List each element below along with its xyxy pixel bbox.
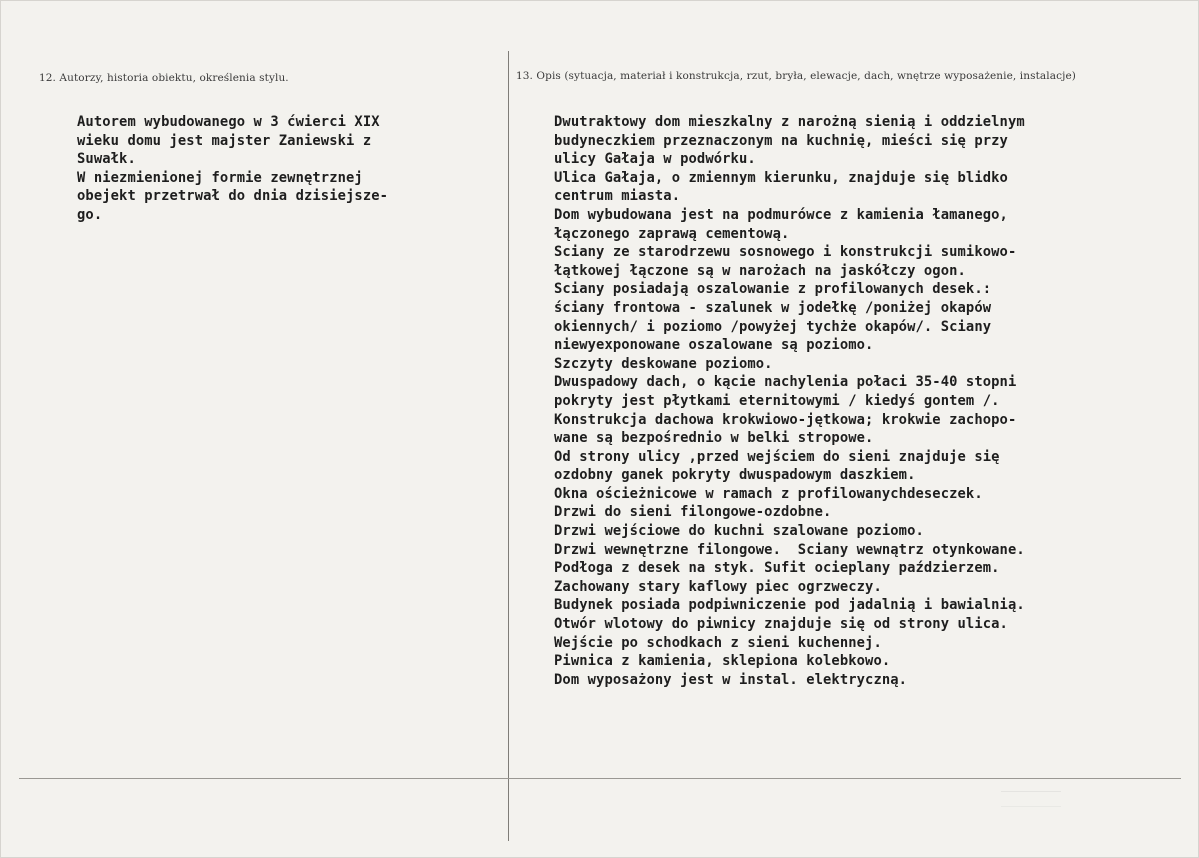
section-13-line: wane są bezpośrednio w belki stropowe. <box>554 430 874 447</box>
faint-scan-mark <box>1001 791 1061 807</box>
section-13-line: Okna ościeżnicowe w ramach z profilowanychdeseczek. <box>554 485 983 502</box>
section-13-line: centrum miasta. <box>554 188 681 205</box>
section-13-line: ulicy Gałaja w podwórku. <box>554 151 756 168</box>
section-13-line: łączonego zaprawą cementową. <box>554 225 790 242</box>
section-13-line: Piwnica z kamienia, sklepiona kolebkowo. <box>554 653 891 670</box>
section-13-line: Szczyty deskowane poziomo. <box>554 355 773 372</box>
section-13-line: Podłoga z desek na styk. Sufit ocieplany paździerzem. <box>554 560 1000 577</box>
section-13-line: ozdobny ganek pokryty dwuspadowym daszkiem. <box>554 467 916 484</box>
section-13-line: budyneczkiem przeznaczonym na kuchnię, mieści się przy <box>554 132 1008 149</box>
section-13-typed-text <box>554 113 1025 689</box>
section-13-line: Budynek posiada podpiwniczenie pod jadalnią i bawialnią. <box>554 597 1025 614</box>
section-13-line: Otwór wlotowy do piwnicy znajduje się od strony ulica. <box>554 616 1008 633</box>
section-13-line: Wejście po schodkach z sieni kuchennej. <box>554 634 882 651</box>
section-13-line: Dom wyposażony jest w instal. elektryczną. <box>554 671 908 688</box>
section-13-line: Sciany ze starodrzewu sosnowego i konstrukcji sumikowo- <box>554 244 1017 261</box>
section-13-line: Drzwi wewnętrzne filongowe. Sciany wewnątrz otynkowane. <box>554 541 1025 558</box>
section-13-line: Konstrukcja dachowa krokwiowo-jętkowa; krokwie zachopo- <box>554 411 1017 428</box>
section-12-line: wieku domu jest majster Zaniewski z <box>77 132 372 149</box>
section-13-line: Zachowany stary kaflowy piec ogrzweczy. <box>554 578 882 595</box>
section-13-line: niewyexponowane oszalowane są poziomo. <box>554 337 874 354</box>
section-13-line: Ulica Gałaja, o zmiennym kierunku, znajduje się blidko <box>554 169 1008 186</box>
section-13-line: łątkowej łączone są w narożach na jaskółczy ogon. <box>554 262 966 279</box>
section-12-line: go. <box>77 206 103 223</box>
section-12-line: Autorem wybudowanego w 3 ćwierci XIX <box>77 114 380 130</box>
section-13-line: ściany frontowa - szalunek w jodełkę /poniżej okapów <box>554 299 992 316</box>
section-13-line: Od strony ulicy ,przed wejściem do sieni znajduje się <box>554 448 1000 465</box>
section-12-line: W niezmienionej formie zewnętrznej <box>77 169 363 186</box>
section-12-typed-text <box>77 113 388 225</box>
section-13-label: 13. Opis (sytuacja, materiał i konstrukcja, rzut, bryła, elewacje, dach, wnętrze wyposażenie, instalacje) <box>516 70 1076 82</box>
section-13-line: Dwuspadowy dach, o kącie nachylenia połaci 35-40 stopni <box>554 374 1017 391</box>
column-divider <box>508 51 509 841</box>
section-12-line: Suwałk. <box>77 151 136 168</box>
section-13-line: Dom wybudowana jest na podmurówce z kamienia łamanego, <box>554 206 1008 223</box>
bottom-frame-line <box>19 778 1181 779</box>
section-12-label: 12. Autorzy, historia obiektu, określenia stylu. <box>39 72 289 84</box>
section-12-line: obejekt przetrwał do dnia dzisiejsze- <box>77 188 389 205</box>
section-13-line: Drzwi do sieni filongowe-ozdobne. <box>554 504 832 521</box>
section-13-line: okiennych/ i poziomo /powyżej tychże okapów/. Sciany <box>554 318 992 335</box>
section-13-line: Sciany posiadają oszalowanie z profilowanych desek.: <box>554 281 992 298</box>
section-13-line: Drzwi wejściowe do kuchni szalowane poziomo. <box>554 523 924 540</box>
section-13-line: Dwutraktowy dom mieszkalny z narożną sienią i oddzielnym <box>554 114 1025 130</box>
section-13-line: pokryty jest płytkami eternitowymi / kiedyś gontem /. <box>554 392 1000 409</box>
